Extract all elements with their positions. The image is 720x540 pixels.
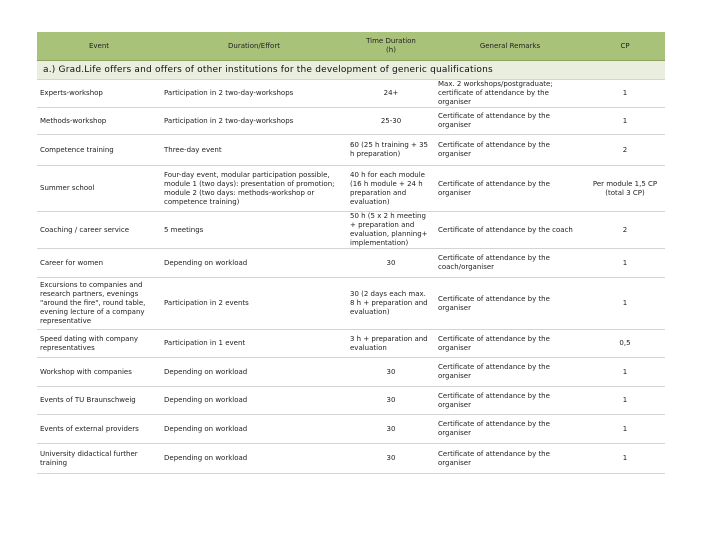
cell-general-remarks: Certificate of attendance by the organiser [435, 444, 585, 474]
header-event: Event [37, 32, 161, 61]
cell-cp: 0,5 [585, 330, 665, 358]
table-row [37, 212, 665, 249]
cell-general-remarks: Certificate of attendance by the organiser [435, 387, 585, 415]
cell-cp: 1 [585, 249, 665, 278]
cell-event: Workshop with companies [37, 358, 161, 387]
header-time-duration: Time Duration (h) [347, 32, 435, 61]
cell-time-duration: 30 [347, 444, 435, 474]
section-title: a.) Grad.Life offers and offers of other institutions for the development of generic qualifications [37, 61, 665, 80]
qualification-table [37, 32, 665, 474]
table-row [37, 108, 665, 135]
cell-event: Coaching / career service [37, 212, 161, 249]
cell-time-duration: 50 h (5 x 2 h meeting + preparation and evaluation, planning+ implementation) [347, 212, 435, 249]
cell-event: Experts-workshop [37, 80, 161, 108]
cell-time-duration: 3 h + preparation and evaluation [347, 330, 435, 358]
table-row [37, 278, 665, 330]
cell-time-duration: 60 (25 h training + 35 h preparation) [347, 135, 435, 166]
cell-general-remarks: Certificate of attendance by the organiser [435, 278, 585, 330]
table-row [37, 330, 665, 358]
cell-cp: 1 [585, 387, 665, 415]
table-row [37, 444, 665, 474]
cell-cp: 1 [585, 358, 665, 387]
header-cp: CP [585, 32, 665, 61]
cell-time-duration: 25-30 [347, 108, 435, 135]
cell-duration: Depending on workload [161, 387, 347, 415]
table-row [37, 415, 665, 444]
cell-duration: 5 meetings [161, 212, 347, 249]
cell-cp: 2 [585, 212, 665, 249]
cell-general-remarks: Certificate of attendance by the organiser [435, 330, 585, 358]
cell-duration: Participation in 2 two-day-workshops [161, 108, 347, 135]
cell-duration: Three-day event [161, 135, 347, 166]
table-row [37, 166, 665, 212]
cell-time-duration: 30 [347, 358, 435, 387]
cell-duration: Participation in 2 events [161, 278, 347, 330]
cell-cp: 1 [585, 108, 665, 135]
cell-cp: 1 [585, 444, 665, 474]
table-row [37, 387, 665, 415]
cell-general-remarks: Certificate of attendance by the organiser [435, 108, 585, 135]
cell-general-remarks: Certificate of attendance by the coach/organiser [435, 249, 585, 278]
cell-time-duration: 40 h for each module (16 h module + 24 h preparation and evaluation) [347, 166, 435, 212]
section-row [37, 61, 665, 80]
cell-cp: Per module 1,5 CP (total 3 CP) [585, 166, 665, 212]
cell-event: Career for women [37, 249, 161, 278]
cell-time-duration: 24+ [347, 80, 435, 108]
cell-duration: Four-day event, modular participation possible, module 1 (two days): presentation of promotion; module 2 (two days: methods-workshop or competence training) [161, 166, 347, 212]
cell-event: Summer school [37, 166, 161, 212]
table-header-row [37, 32, 665, 61]
cell-general-remarks: Certificate of attendance by the coach [435, 212, 585, 249]
cell-general-remarks: Certificate of attendance by the organiser [435, 135, 585, 166]
cell-event: Events of external providers [37, 415, 161, 444]
table-row [37, 80, 665, 108]
cell-event: Excursions to companies and research partners, evenings "around the fire", round table, evening lecture of a company representative [37, 278, 161, 330]
cell-general-remarks: Certificate of attendance by the organiser [435, 166, 585, 212]
cell-duration: Depending on workload [161, 415, 347, 444]
cell-time-duration: 30 [347, 387, 435, 415]
table-row [37, 249, 665, 278]
header-duration: Duration/Effort [161, 32, 347, 61]
cell-event: Speed dating with company representatives [37, 330, 161, 358]
cell-duration: Depending on workload [161, 444, 347, 474]
cell-general-remarks: Certificate of attendance by the organiser [435, 358, 585, 387]
cell-cp: 1 [585, 278, 665, 330]
cell-duration: Depending on workload [161, 358, 347, 387]
cell-event: Events of TU Braunschweig [37, 387, 161, 415]
table-row [37, 135, 665, 166]
cell-event: Methods-workshop [37, 108, 161, 135]
cell-time-duration: 30 (2 days each max. 8 h + preparation and evaluation) [347, 278, 435, 330]
table-row [37, 358, 665, 387]
cell-cp: 2 [585, 135, 665, 166]
cell-duration: Participation in 1 event [161, 330, 347, 358]
cell-cp: 1 [585, 80, 665, 108]
cell-duration: Participation in 2 two-day-workshops [161, 80, 347, 108]
header-general-remarks: General Remarks [435, 32, 585, 61]
cell-event: Competence training [37, 135, 161, 166]
cell-event: University didactical further training [37, 444, 161, 474]
cell-general-remarks: Max. 2 workshops/postgraduate; certificate of attendance by the organiser [435, 80, 585, 108]
cell-duration: Depending on workload [161, 249, 347, 278]
cell-time-duration: 30 [347, 415, 435, 444]
cell-general-remarks: Certificate of attendance by the organiser [435, 415, 585, 444]
cell-time-duration: 30 [347, 249, 435, 278]
cell-cp: 1 [585, 415, 665, 444]
